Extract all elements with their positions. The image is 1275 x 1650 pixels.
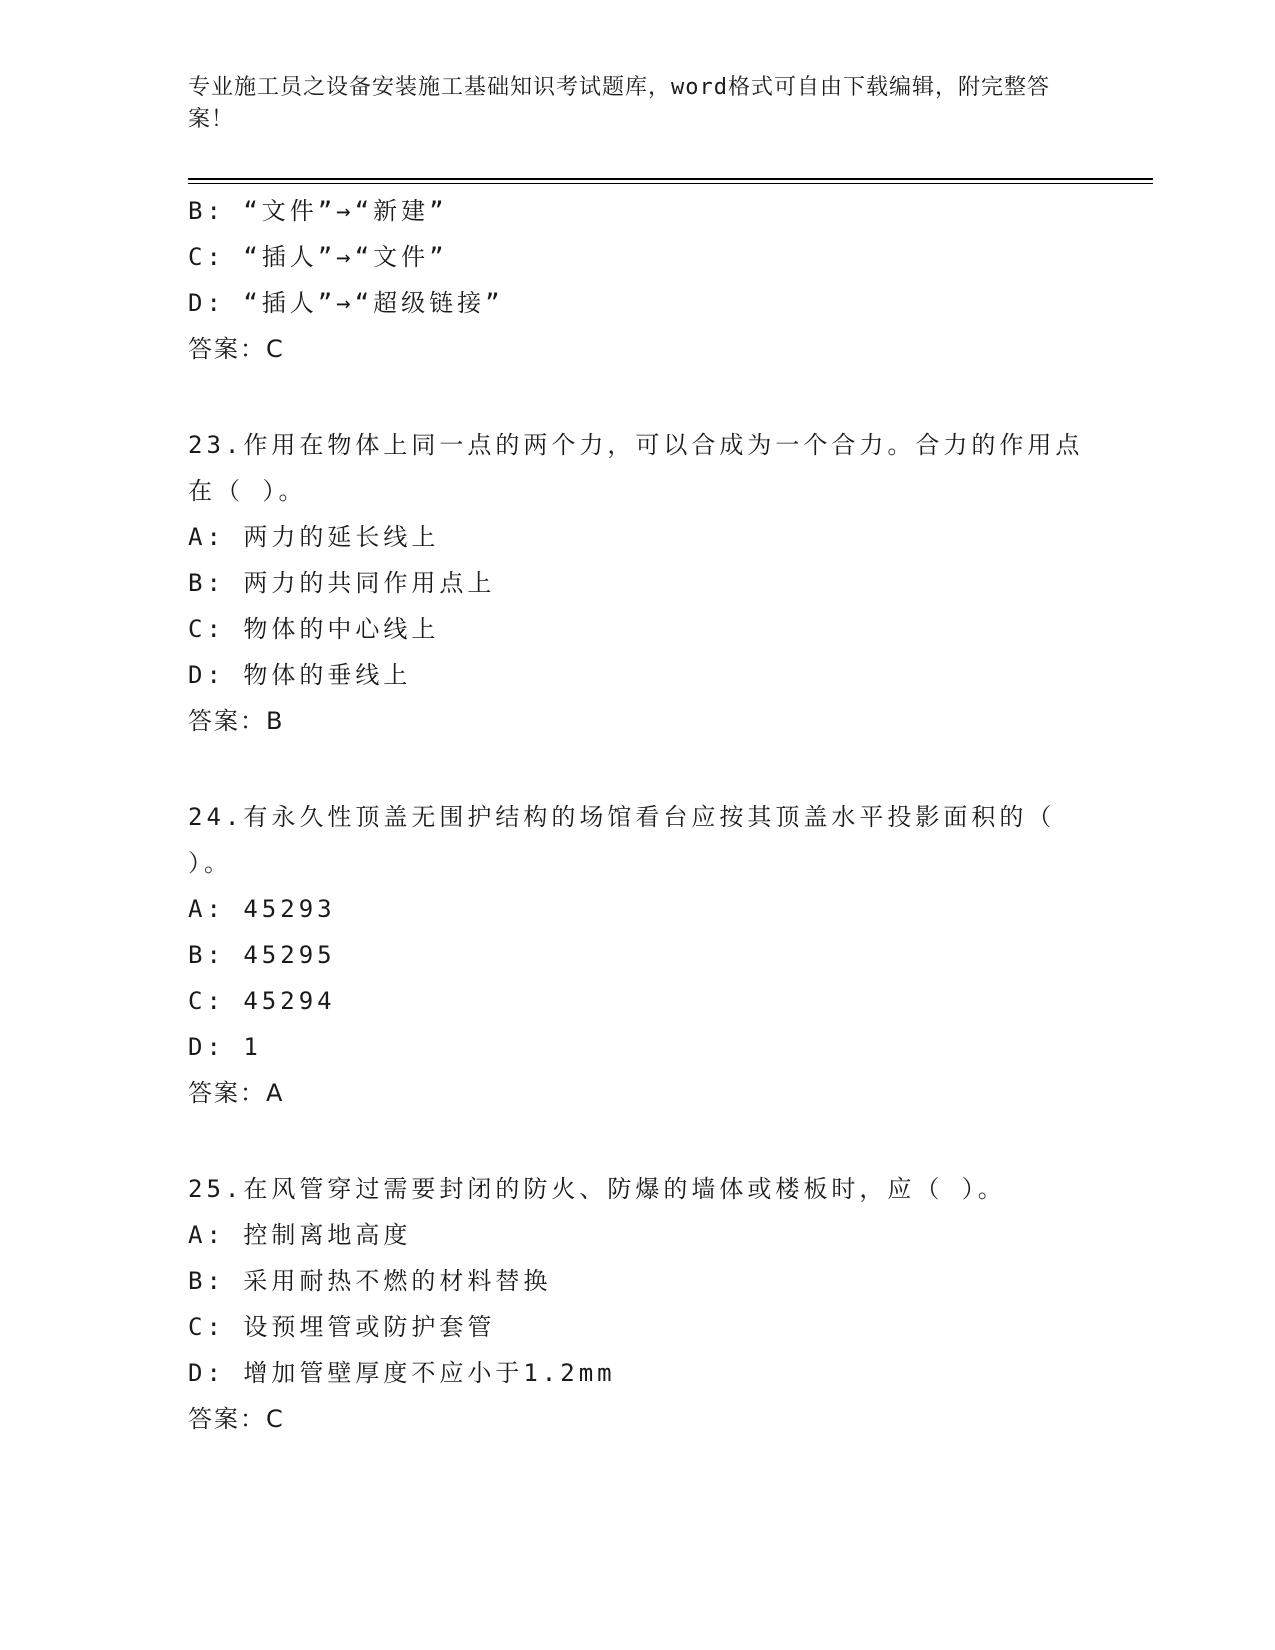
question-stem: 23.作用在物体上同一点的两个力，可以合成为一个合力。合力的作用点在（ ）。 <box>188 431 1084 505</box>
option-d: D: 物体的垂线上 <box>188 661 412 689</box>
answer-line: 答案：C <box>188 1405 285 1433</box>
document-header: 专业施工员之设备安装施工基础知识考试题库，word格式可自由下载编辑，附完整答案！ <box>188 75 1050 132</box>
question-stem: 24.有永久性顶盖无围护结构的场馆看台应按其顶盖水平投影面积的（ ）。 <box>188 803 1056 877</box>
question-stem: 25.在风管穿过需要封闭的防火、防爆的墙体或楼板时，应（ ）。 <box>188 1175 1006 1203</box>
option-d: D: “插人”→“超级链接” <box>188 289 504 317</box>
option-c: C: 45294 <box>188 987 336 1015</box>
option-b: B: 两力的共同作用点上 <box>188 569 496 597</box>
option-c: C: 设预埋管或防护套管 <box>188 1313 496 1341</box>
question-25 <box>188 1166 1088 1442</box>
answer-line: 答案：B <box>188 707 285 735</box>
option-b: B: 45295 <box>188 941 336 969</box>
option-d: D: 1 <box>188 1033 262 1061</box>
option-d: D: 增加管壁厚度不应小于1.2mm <box>188 1359 616 1387</box>
option-c: C: 物体的中心线上 <box>188 615 440 643</box>
option-b: B: “文件”→“新建” <box>188 197 448 225</box>
header-divider-thick <box>188 178 1153 180</box>
option-c: C: “插人”→“文件” <box>188 243 448 271</box>
question-23 <box>188 422 1088 744</box>
option-a: A: 45293 <box>188 895 336 923</box>
option-a: A: 控制离地高度 <box>188 1221 412 1249</box>
question-24 <box>188 794 1088 1116</box>
answer-line: 答案：C <box>188 335 285 363</box>
header-divider-thin <box>188 183 1153 184</box>
answer-line: 答案：A <box>188 1079 285 1107</box>
question-list <box>188 188 1088 1442</box>
option-a: A: 两力的延长线上 <box>188 523 440 551</box>
partial-question <box>188 188 1088 372</box>
option-b: B: 采用耐热不燃的材料替换 <box>188 1267 552 1295</box>
